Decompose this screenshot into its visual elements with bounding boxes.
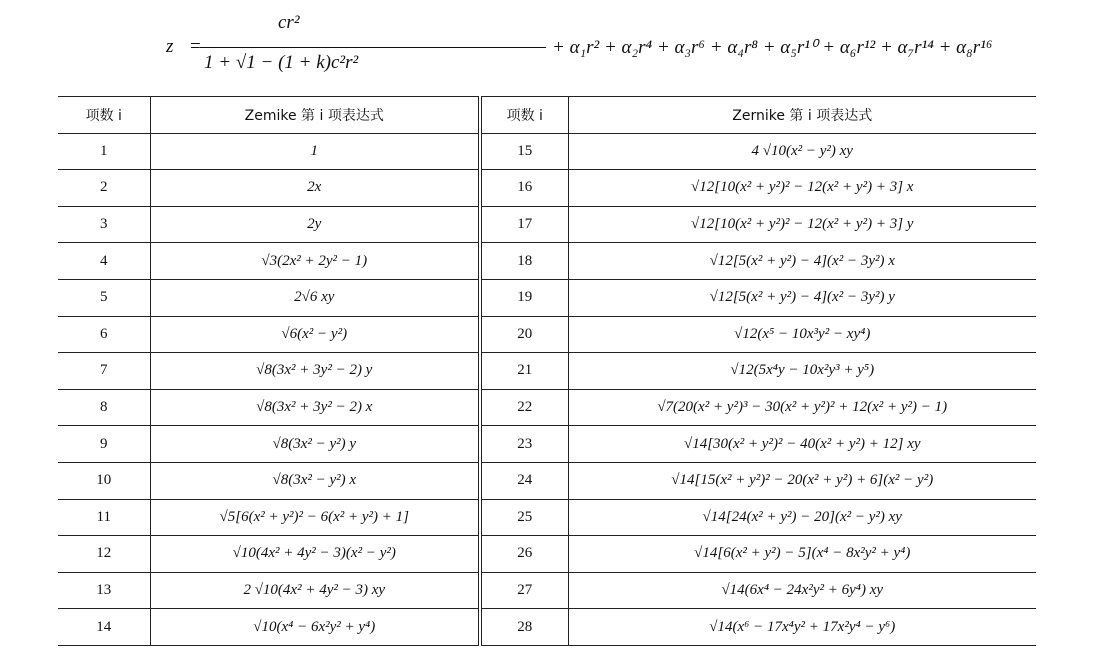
table-row <box>58 499 1036 536</box>
term-index-right: 23 <box>480 426 568 463</box>
table-row <box>58 279 1036 316</box>
expression-left: √8(3x² + 3y² − 2) y <box>150 353 480 390</box>
table-row <box>58 536 1036 573</box>
expression-right: √14[30(x² + y²)² − 40(x² + y²) + 12] xy <box>568 426 1036 463</box>
equation-equals: = <box>190 36 201 57</box>
term-index-left: 7 <box>58 353 150 390</box>
term-index-right: 28 <box>480 609 568 646</box>
zernike-table <box>58 96 1036 646</box>
expression-left: √8(3x² − y²) x <box>150 462 480 499</box>
term-index-right: 27 <box>480 572 568 609</box>
expression-left: √10(x⁴ − 6x²y² + y⁴) <box>150 609 480 646</box>
expression-left: √5[6(x² + y²)² − 6(x² + y²) + 1] <box>150 499 480 536</box>
term-index-right: 16 <box>480 170 568 207</box>
table-header-row <box>58 97 1036 134</box>
expression-left: √3(2x² + 2y² − 1) <box>150 243 480 280</box>
table-row <box>58 133 1036 170</box>
expression-left: 2√6 xy <box>150 279 480 316</box>
term-index-left: 4 <box>58 243 150 280</box>
term-index-right: 15 <box>480 133 568 170</box>
header-expression-left: Zemike 第 i 项表达式 <box>150 97 480 134</box>
expression-right: √14[6(x² + y²) − 5](x⁴ − 8x²y² + y⁴) <box>568 536 1036 573</box>
term-index-left: 3 <box>58 206 150 243</box>
expression-left: 2 √10(4x² + 4y² − 3) xy <box>150 572 480 609</box>
term-index-left: 10 <box>58 462 150 499</box>
term-index-right: 20 <box>480 316 568 353</box>
expression-left: √6(x² − y²) <box>150 316 480 353</box>
term-index-left: 6 <box>58 316 150 353</box>
expression-right: √7(20(x² + y²)³ − 30(x² + y²)² + 12(x² + y²) − 1) <box>568 389 1036 426</box>
expression-right: √14[15(x² + y²)² − 20(x² + y²) + 6](x² − y²) <box>568 462 1036 499</box>
expression-right: 4 √10(x² − y²) xy <box>568 133 1036 170</box>
term-index-right: 25 <box>480 499 568 536</box>
table-row <box>58 572 1036 609</box>
term-index-right: 22 <box>480 389 568 426</box>
expression-right: √12[5(x² + y²) − 4](x² − 3y²) y <box>568 279 1036 316</box>
term-index-left: 12 <box>58 536 150 573</box>
fraction-bar <box>200 47 546 48</box>
expression-left: √10(4x² + 4y² − 3)(x² − y²) <box>150 536 480 573</box>
term-index-left: 5 <box>58 279 150 316</box>
term-index-right: 17 <box>480 206 568 243</box>
expression-left: √8(3x² − y²) y <box>150 426 480 463</box>
aspheric-equation <box>160 12 993 82</box>
equation-numerator: cr² <box>278 12 300 33</box>
table-row <box>58 353 1036 390</box>
expression-right: √12(x⁵ − 10x³y² − xy⁴) <box>568 316 1036 353</box>
term-index-left: 8 <box>58 389 150 426</box>
table-row <box>58 170 1036 207</box>
term-index-right: 18 <box>480 243 568 280</box>
expression-right: √14[24(x² + y²) − 20](x² − y²) xy <box>568 499 1036 536</box>
expression-right: √12(5x⁴y − 10x²y³ + y⁵) <box>568 353 1036 390</box>
term-index-left: 14 <box>58 609 150 646</box>
table-row <box>58 426 1036 463</box>
equation-denominator: 1 + √1 − (1 + k)c²r² <box>204 52 359 73</box>
term-index-right: 26 <box>480 536 568 573</box>
expression-right: √12[5(x² + y²) − 4](x² − 3y²) x <box>568 243 1036 280</box>
expression-right: √14(6x⁴ − 24x²y² + 6y⁴) xy <box>568 572 1036 609</box>
expression-right: √12[10(x² + y²)² − 12(x² + y²) + 3] y <box>568 206 1036 243</box>
term-index-left: 9 <box>58 426 150 463</box>
term-index-left: 2 <box>58 170 150 207</box>
expression-left: √8(3x² + 3y² − 2) x <box>150 389 480 426</box>
term-index-left: 11 <box>58 499 150 536</box>
header-expression-right: Zernike 第 i 项表达式 <box>568 97 1036 134</box>
equation-polynomial-terms: + α₁r² + α₂r⁴ + α₃r⁶ + α₄r⁸ + α₅r¹⁰ + α₆r¹² + α₇r¹⁴ + α₈r¹⁶ <box>552 37 993 58</box>
equation-lhs: z <box>166 36 174 57</box>
table-row <box>58 462 1036 499</box>
header-term-index-left: 项数 i <box>58 97 150 134</box>
expression-left: 2y <box>150 206 480 243</box>
expression-right: √12[10(x² + y²)² − 12(x² + y²) + 3] x <box>568 170 1036 207</box>
term-index-left: 1 <box>58 133 150 170</box>
term-index-left: 13 <box>58 572 150 609</box>
expression-left: 2x <box>150 170 480 207</box>
table-row <box>58 389 1036 426</box>
term-index-right: 19 <box>480 279 568 316</box>
expression-left: 1 <box>150 133 480 170</box>
expression-right: √14(x⁶ − 17x⁴y² + 17x²y⁴ − y⁶) <box>568 609 1036 646</box>
table-row <box>58 206 1036 243</box>
table-row <box>58 316 1036 353</box>
table-row <box>58 243 1036 280</box>
header-term-index-right: 项数 i <box>480 97 568 134</box>
table-row <box>58 609 1036 646</box>
term-index-right: 21 <box>480 353 568 390</box>
term-index-right: 24 <box>480 462 568 499</box>
